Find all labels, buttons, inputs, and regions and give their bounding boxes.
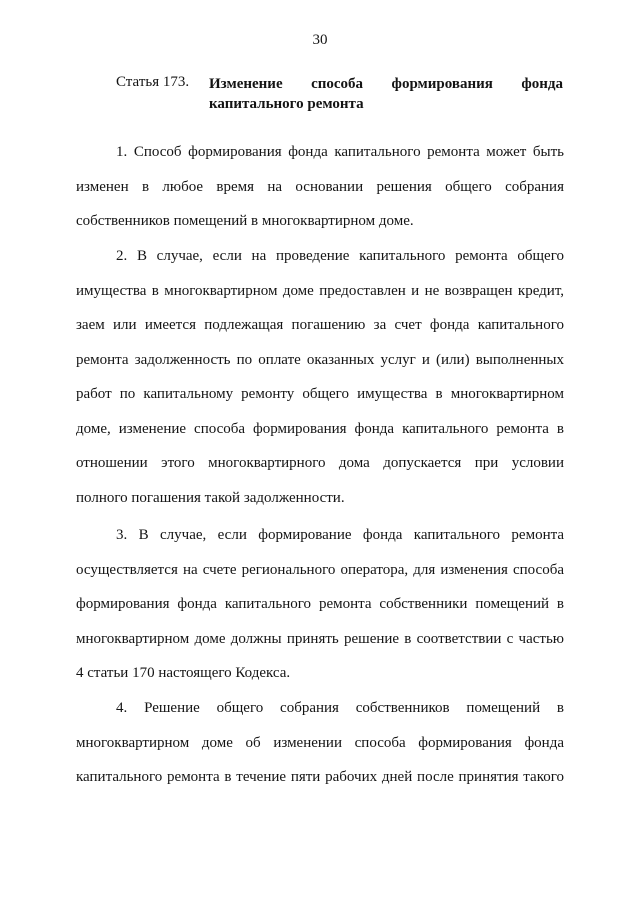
paragraph-line: работ по капитальному ремонту общего имущества в многоквартирном — [76, 386, 564, 402]
page-number: 30 — [312, 32, 328, 48]
paragraph-line: многоквартирном доме должны принять решение в соответствии с частью — [76, 630, 564, 647]
paragraph-line: формирования фонда капитального ремонта собственники помещений в — [76, 596, 564, 612]
article-number: Статья 173. — [116, 74, 190, 90]
article-title-line: Изменение способа формирования фонда — [209, 76, 563, 92]
paragraph-line: изменен в любое время на основании решения общего собрания — [76, 178, 564, 195]
paragraph-line: ремонта задолженность по оплате оказанных услуг и (или) выполненных — [76, 351, 564, 368]
paragraph-line: полного погашения такой задолженности. — [76, 489, 345, 506]
article-title-line: капитального ремонта — [209, 96, 364, 112]
paragraph-2 — [76, 239, 564, 515]
paragraph-line: многоквартирном доме об изменении способа формирования фонда — [76, 734, 564, 751]
paragraph-line: 4. Решение общего собрания собственников помещений в — [116, 700, 564, 716]
paragraph-line: 4 статьи 170 настоящего Кодекса. — [76, 665, 291, 681]
article-title — [209, 74, 563, 114]
paragraph-line: имущества в многоквартирном доме предоставлен и не возвращен кредит, — [76, 282, 564, 299]
paragraph-4 — [76, 691, 564, 795]
paragraph-line: доме, изменение способа формирования фонда капитального ремонта в — [76, 420, 564, 437]
paragraph-line: 2. В случае, если на проведение капитального ремонта общего — [116, 248, 564, 264]
paragraph-line: заем или имеется подлежащая погашению за счет фонда капитального — [76, 317, 564, 333]
paragraph-line: осуществляется на счете регионального оператора, для изменения способа — [76, 561, 564, 578]
paragraph-line: 3. В случае, если формирование фонда капитального ремонта — [116, 527, 564, 543]
paragraph-line: собственников помещений в многоквартирном доме. — [76, 213, 414, 229]
paragraph-line: капитального ремонта в течение пяти рабочих дней после принятия такого — [76, 769, 564, 785]
paragraph-3 — [76, 518, 564, 691]
paragraph-line: 1. Способ формирования фонда капитального ремонта может быть — [116, 144, 564, 160]
paragraph-line: отношении этого многоквартирного дома допускается при условии — [76, 455, 564, 471]
paragraph-1 — [76, 135, 564, 239]
